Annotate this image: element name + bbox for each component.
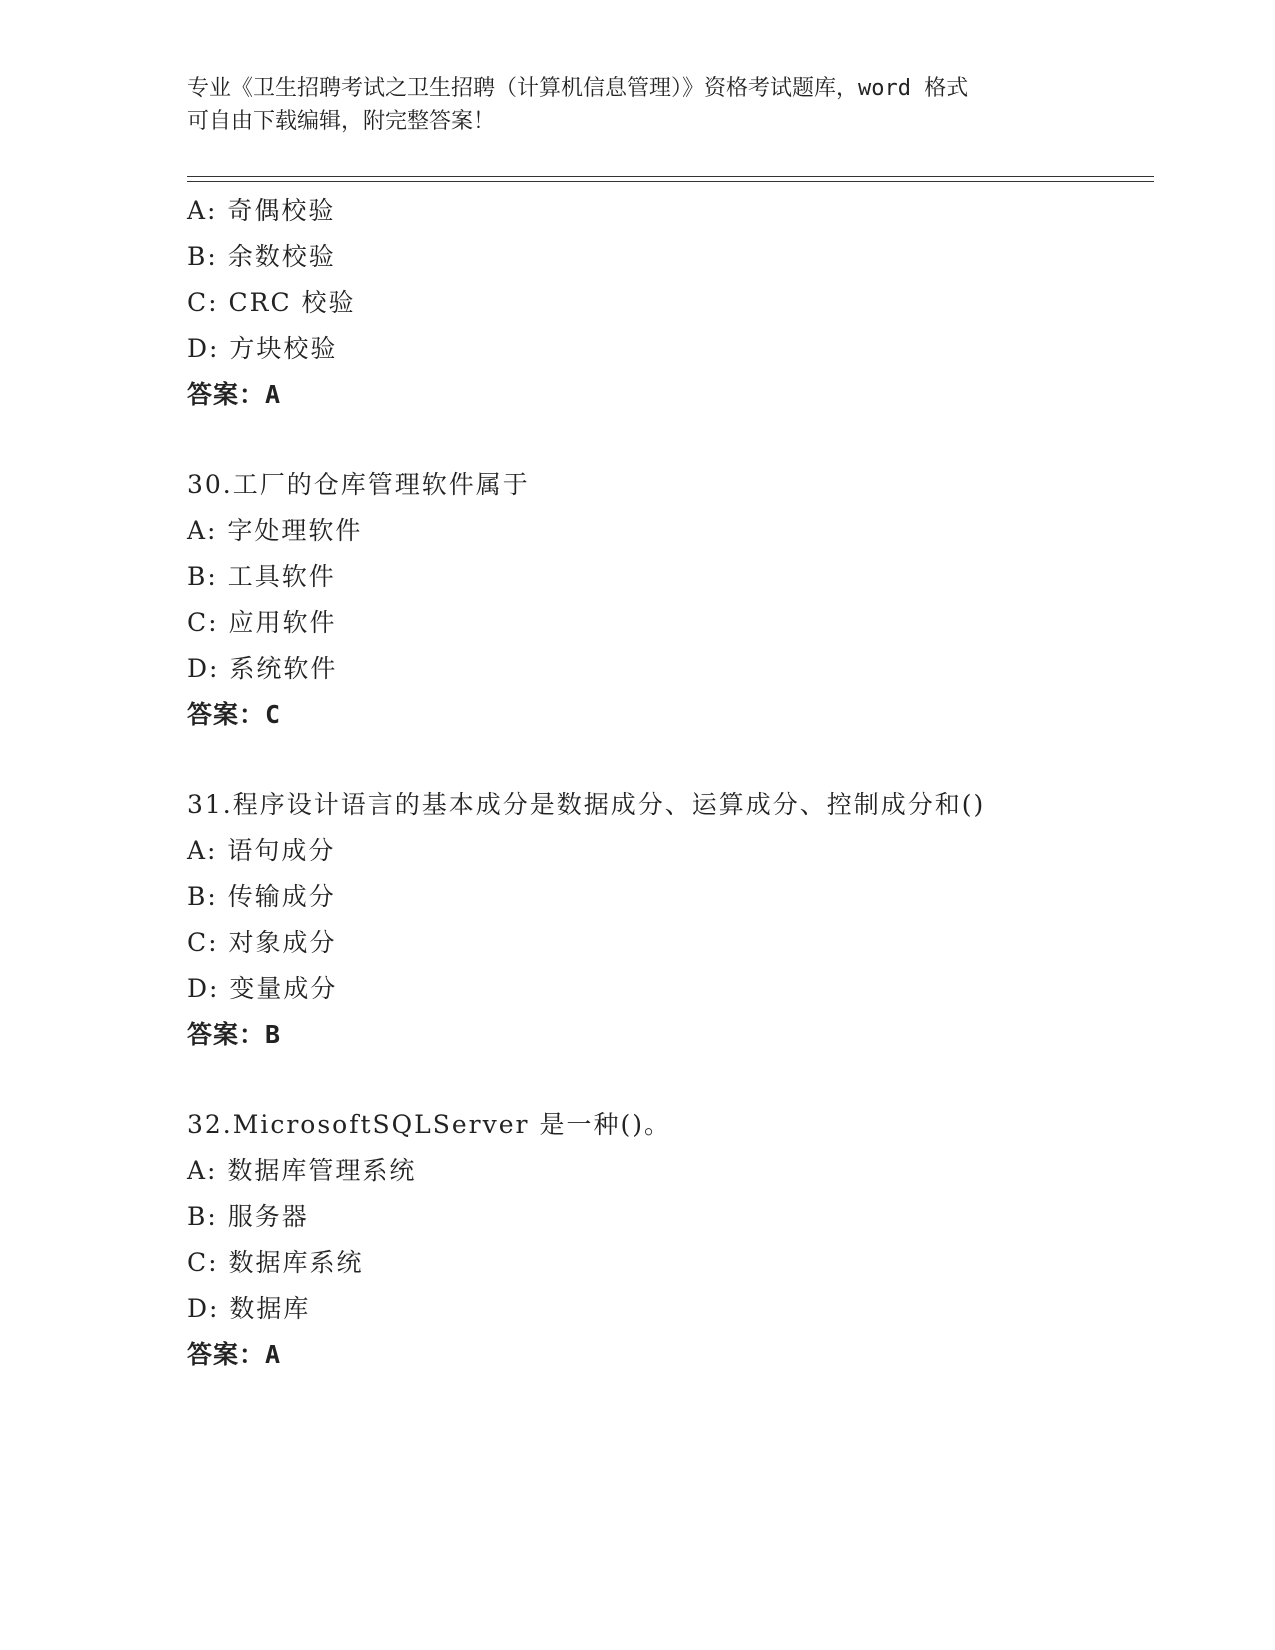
option-c: C: 数据库系统	[187, 1248, 364, 1277]
answer-line: 答案：C	[187, 700, 282, 729]
question-list	[187, 188, 1147, 1378]
question-stem: 32.MicrosoftSQLServer 是一种()。	[187, 1110, 671, 1139]
header-divider-bottom	[187, 181, 1154, 182]
answer-line: 答案：A	[187, 1340, 282, 1369]
header-divider-top	[187, 176, 1154, 177]
option-b: B: 余数校验	[187, 242, 336, 271]
answer-line: 答案：A	[187, 380, 282, 409]
option-d: D: 变量成分	[187, 974, 338, 1003]
option-d: D: 系统软件	[187, 654, 338, 683]
question-stem: 31.程序设计语言的基本成分是数据成分、运算成分、控制成分和()	[187, 790, 986, 819]
question-block-32	[187, 1102, 1147, 1378]
answer-line: 答案：B	[187, 1020, 282, 1049]
option-b: B: 传输成分	[187, 882, 336, 911]
option-a: A: 字处理软件	[187, 516, 363, 545]
option-b: B: 服务器	[187, 1202, 309, 1231]
option-c: C: 对象成分	[187, 928, 337, 957]
question-block-partial	[187, 188, 1147, 418]
spacer	[187, 738, 1147, 782]
option-a: A: 语句成分	[187, 836, 336, 865]
option-b: B: 工具软件	[187, 562, 336, 591]
document-header	[187, 72, 1087, 138]
option-d: D: 方块校验	[187, 334, 338, 363]
option-c: C: 应用软件	[187, 608, 337, 637]
question-block-31	[187, 782, 1147, 1058]
header-line-2: 可自由下载编辑，附完整答案！	[187, 109, 496, 134]
spacer	[187, 418, 1147, 462]
option-d: D: 数据库	[187, 1294, 311, 1323]
option-a: A: 奇偶校验	[187, 196, 336, 225]
option-c: C: CRC 校验	[187, 288, 356, 317]
option-a: A: 数据库管理系统	[187, 1156, 417, 1185]
spacer	[187, 1058, 1147, 1102]
header-line-1: 专业《卫生招聘考试之卫生招聘（计算机信息管理）》资格考试题库，word 格式	[187, 76, 969, 101]
question-block-30	[187, 462, 1147, 738]
question-stem: 30.工厂的仓库管理软件属于	[187, 470, 530, 499]
